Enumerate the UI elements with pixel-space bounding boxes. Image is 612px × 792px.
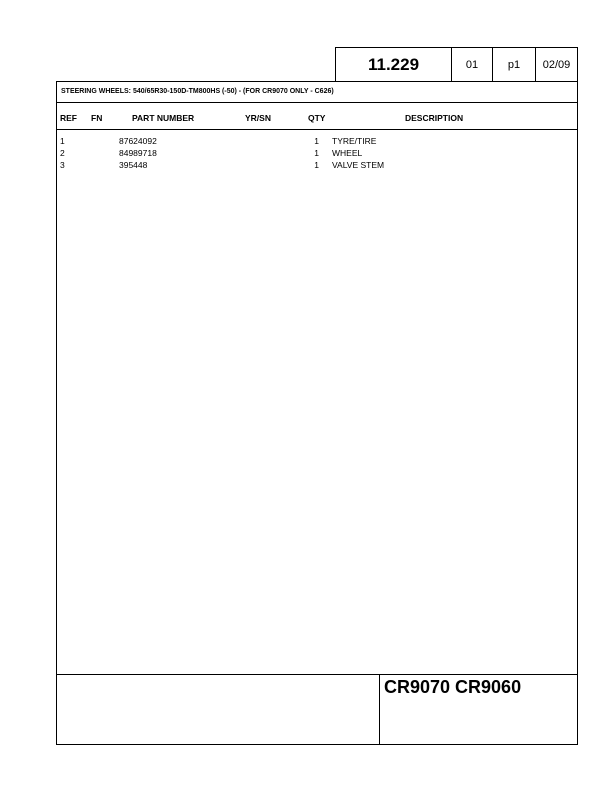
- parts-list: [57, 136, 577, 172]
- section-code: 11.229: [335, 47, 452, 82]
- part-ref: 1: [60, 136, 65, 146]
- column-header-description: DESCRIPTION: [405, 113, 464, 123]
- column-header-row: [57, 103, 577, 130]
- footer-block: [57, 674, 577, 744]
- part-qty: 1: [314, 136, 319, 146]
- assembly-title: STEERING WHEELS: 540/65R30-150D-TM800HS (-50) - (FOR CR9070 ONLY - C626): [61, 88, 334, 95]
- part-qty: 1: [314, 160, 319, 170]
- part-description: VALVE STEM: [332, 160, 385, 170]
- footer-divider: [379, 675, 380, 745]
- revision-number: 01: [451, 47, 493, 82]
- title-row: [57, 82, 577, 103]
- column-header-ref: REF: [60, 113, 77, 123]
- part-number: 395448: [119, 160, 148, 170]
- parts-catalog-frame: [56, 81, 578, 745]
- part-number: 87624092: [119, 136, 157, 146]
- table-row: [57, 148, 577, 160]
- part-ref: 2: [60, 148, 65, 158]
- page-number: p1: [492, 47, 536, 82]
- part-ref: 3: [60, 160, 65, 170]
- column-header-qty: QTY: [308, 113, 326, 123]
- part-qty: 1: [314, 148, 319, 158]
- issue-date: 02/09: [535, 47, 578, 82]
- column-header-part-number: PART NUMBER: [132, 113, 195, 123]
- column-header-fn: FN: [91, 113, 103, 123]
- part-description: WHEEL: [332, 148, 363, 158]
- table-row: [57, 160, 577, 172]
- part-number: 84989718: [119, 148, 157, 158]
- model-designation: CR9070 CR9060: [384, 677, 522, 697]
- table-row: [57, 136, 577, 148]
- column-header-yr-sn: YR/SN: [245, 113, 271, 123]
- part-description: TYRE/TIRE: [332, 136, 377, 146]
